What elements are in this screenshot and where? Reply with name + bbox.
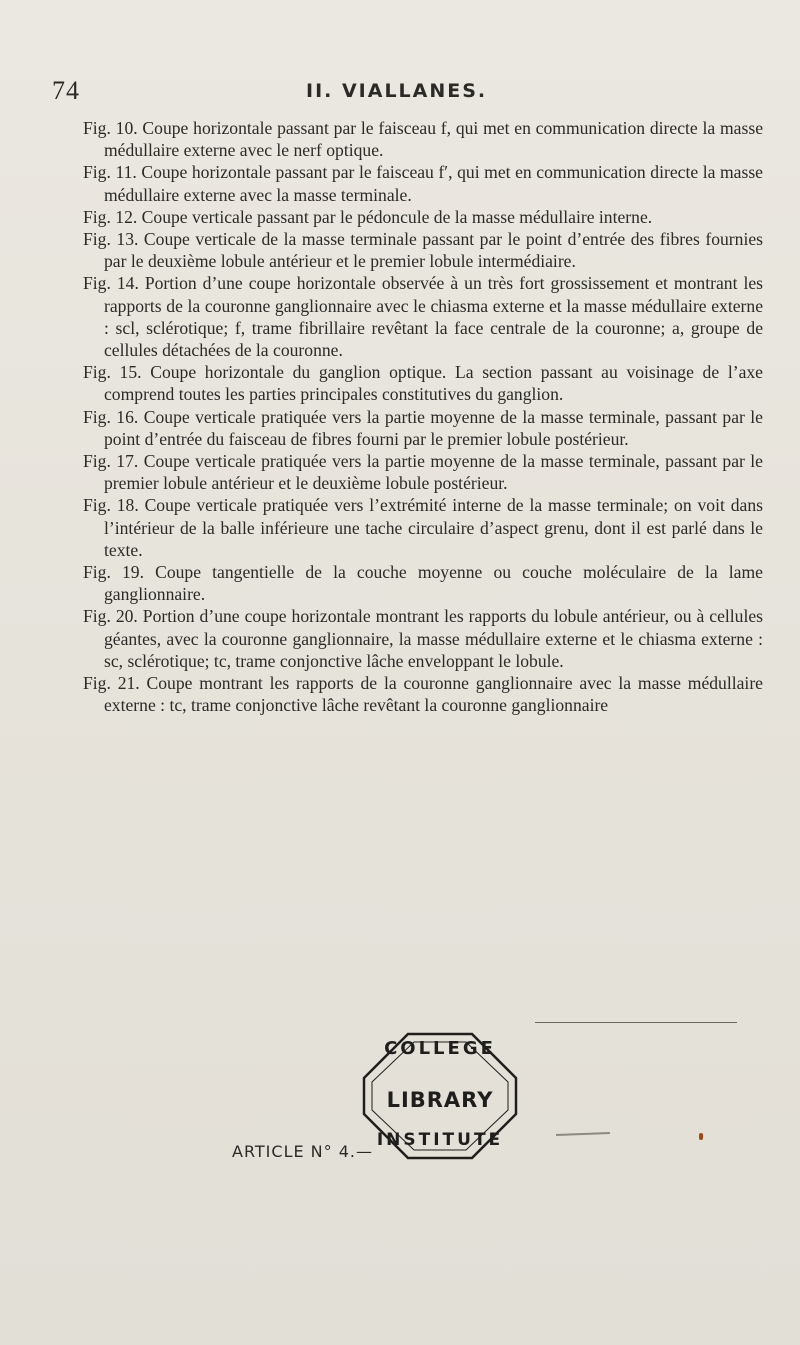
caption-fig-10: Fig. 10. Coupe horizontale passant par le faisceau f, qui met en communication directe la masse médullaire externe avec le nerf optique. — [83, 118, 763, 161]
stamp-institute: INSTITUTE — [376, 1130, 504, 1150]
caption-fig-18: Fig. 18. Coupe verticale pratiquée vers l’extrémité interne de la masse terminale; on voit dans l’intérieur de la balle inférieure une tache circulaire d’aspect grenu, dont il est parlé dans le texte. — [83, 495, 763, 560]
caption-fig-19: Fig. 19. Coupe tangentielle de la couche moyenne ou couche moléculaire de la lame ganglionnaire. — [83, 562, 763, 605]
caption-fig-17: Fig. 17. Coupe verticale pratiquée vers la partie moyenne de la masse terminale, passant par le premier lobule antérieur et le deuxième lobule postérieur. — [83, 451, 763, 494]
paper-speck — [699, 1133, 703, 1140]
caption-fig-21: Fig. 21. Coupe montrant les rapports de la couronne ganglionnaire avec la masse médullaire externe : tc, trame conjonctive lâche revêtant la couronne ganglionnaire — [83, 673, 763, 716]
page-header — [0, 76, 800, 112]
library-stamp — [360, 1030, 520, 1162]
caption-fig-13: Fig. 13. Coupe verticale de la masse terminale passant par le point d’entrée des fibres fournies par le deuxième lobule antérieur et le premier lobule intermédiaire. — [83, 229, 763, 272]
article-number: ARTICLE N° 4.— — [232, 1142, 373, 1161]
ink-smudge — [556, 1132, 610, 1136]
page-number: 74 — [52, 76, 80, 105]
caption-fig-12: Fig. 12. Coupe verticale passant par le pédoncule de la masse médullaire interne. — [83, 206, 653, 227]
divider-rule — [535, 1022, 737, 1023]
stamp-library: LIBRARY — [386, 1088, 494, 1112]
figure-captions — [83, 117, 763, 716]
caption-fig-14: Fig. 14. Portion d’une coupe horizontale observée à un très fort grossissement et montrant les rapports de la couronne ganglionnaire avec le chiasma externe et la masse médullaire externe : scl, sclérotique; f, trame fibrillaire revêtant la face centrale de la couronne; a, groupe de cellules détachées de la couronne. — [83, 273, 763, 361]
caption-fig-20: Fig. 20. Portion d’une coupe horizontale montrant les rapports du lobule antérieur, ou à cellules géantes, avec la couronne ganglionnaire, la masse médullaire externe et le chiasma externe : sc, sclérotique; tc, trame conjonctive lâche enveloppant le lobule. — [83, 606, 763, 671]
caption-fig-15: Fig. 15. Coupe horizontale du ganglion optique. La section passant au voisinage de l’axe comprend toutes les parties principales constitutives du ganglion. — [83, 362, 763, 405]
running-title: II. VIALLANES. — [306, 80, 488, 102]
caption-fig-11: Fig. 11. Coupe horizontale passant par le faisceau f′, qui met en communication directe la masse médullaire externe avec la masse terminale. — [83, 162, 763, 205]
caption-fig-16: Fig. 16. Coupe verticale pratiquée vers la partie moyenne de la masse terminale, passant par le point d’entrée du faisceau de fibres fourni par le premier lobule postérieur. — [83, 406, 763, 449]
stamp-college: COLLEGE — [384, 1038, 496, 1059]
